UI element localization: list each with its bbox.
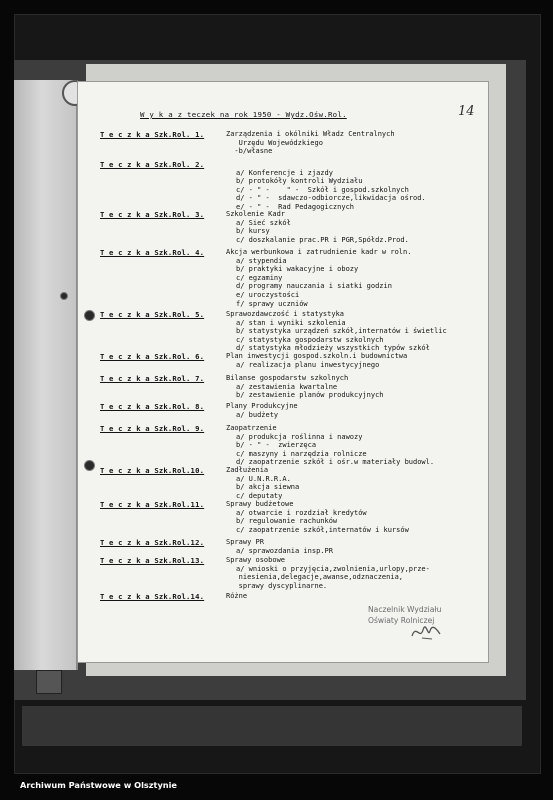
content-line: c/ zaopatrzenie szkół,internatów i kursów [236, 525, 409, 534]
folder-contents [226, 248, 411, 308]
folder-label: T e c z k a Szk.Rol. 4. [100, 248, 205, 257]
content-line: Plan inwestycji gospod.szkoln.i budownictwa [226, 352, 408, 360]
content-line: a/ produkcja roślinna i nawozy [236, 432, 363, 441]
content-line: Zadłużenia [226, 466, 269, 474]
content-line: e/ uroczystości [236, 290, 300, 299]
signature-icon [410, 622, 442, 642]
content-line: f/ sprawy uczniów [236, 299, 308, 308]
content-line: sprawy dyscyplinarne. [226, 581, 328, 590]
content-line: Sprawy PR [226, 538, 264, 546]
content-line: b/ praktyki wakacyjne i obozy [236, 265, 359, 274]
content-line: c/ egzaminy [236, 273, 283, 282]
folder-label: T e c z k a Szk.Rol. 5. [100, 310, 205, 319]
binder-ring-icon [36, 670, 62, 694]
folder-label: T e c z k a Szk.Rol. 3. [100, 210, 205, 219]
folder-label: T e c z k a Szk.Rol.14. [100, 592, 205, 601]
document-title: W y k a z teczek na rok 1950 - Wydz.Ośw.Rol. [140, 110, 347, 119]
content-line: e/ - " - Rad Pedagogicznych [236, 202, 355, 211]
content-line: a/ U.N.R.R.A. [236, 474, 291, 483]
folder-contents [226, 402, 298, 419]
content-line: a/ otwarcie i rozdział kredytów [236, 508, 367, 517]
content-line: Szkolenie Kadr [226, 210, 286, 218]
content-line: Akcja werbunkowa i zatrudnienie kadr w roln. [226, 248, 412, 256]
folder-label: T e c z k a Szk.Rol. 6. [100, 352, 205, 361]
content-line: d/ - " - sdawczo-odbiorcze,likwidacja ośrod. [236, 194, 426, 203]
content-line: niesienia,delegacje,awanse,odznaczenia, [226, 573, 404, 582]
folder-contents [226, 352, 407, 369]
content-line: Zaopatrzenie [226, 424, 277, 432]
punch-hole-icon [84, 310, 95, 321]
content-line: b/ akcja siewna [236, 483, 300, 492]
content-line: c/ doszkalanie prac.PR i PGR,Spółdz.Prod. [236, 235, 409, 244]
folder-contents [226, 592, 247, 601]
folder-label: T e c z k a Szk.Rol.11. [100, 500, 205, 509]
content-line: c/ statystyka gospodarstw szkolnych [236, 335, 384, 344]
archive-footer: Archiwum Państwowe w Olsztynie [20, 780, 177, 790]
folder-label: T e c z k a Szk.Rol.12. [100, 538, 205, 547]
folder-contents [226, 210, 409, 244]
board-edge [22, 706, 522, 746]
content-line: a/ stan i wyniki szkolenia [236, 318, 346, 327]
stamp-line: Oświaty Rolniczej [368, 616, 435, 625]
content-line: a/ Konferencje i zjazdy [236, 168, 333, 177]
content-line: a/ stypendia [236, 256, 287, 265]
content-line: Bilanse gospodarstw szkolnych [226, 374, 349, 382]
content-line: Sprawy budżetowe [226, 500, 294, 508]
content-line: -b/własne [226, 147, 273, 156]
content-line: Urzędu Wojewódzkiego [226, 138, 323, 147]
content-line: a/ Sieć szkół [236, 218, 291, 227]
document-page [78, 82, 488, 662]
content-line: Plany Produkcyjne [226, 402, 298, 410]
stamp-line: Naczelnik Wydziału [368, 605, 442, 614]
page-number: 14 [458, 104, 475, 119]
content-line: d/ zaopatrzenie szkół i ośr.w materiały budowl. [236, 458, 435, 467]
content-line: a/ realizacja planu inwestycyjnego [236, 360, 380, 369]
content-line: a/ zestawienia kwartalne [236, 382, 338, 391]
folder-label: T e c z k a Szk.Rol. 1. [100, 130, 205, 139]
folder-label: T e c z k a Szk.Rol.10. [100, 466, 205, 475]
content-line: c/ deputaty [236, 491, 283, 500]
punch-hole-icon [84, 460, 95, 471]
content-line [226, 160, 426, 169]
folder-label: T e c z k a Szk.Rol. 8. [100, 402, 205, 411]
content-line: b/ protokóły kontroli Wydziału [236, 177, 363, 186]
folder-contents [226, 160, 426, 212]
content-line: a/ sprawozdania insp.PR [236, 546, 333, 555]
content-line: b/ - " - zwierzęca [236, 441, 317, 450]
folder-contents [226, 466, 299, 500]
content-line: Sprawy osobowe [226, 556, 286, 564]
folder-contents [226, 500, 409, 534]
content-line: c/ - " - " - Szkół i gospod.szkolnych [236, 185, 409, 194]
content-line: Sprawozdawczość i statystyka [226, 310, 345, 318]
folder-label: T e c z k a Szk.Rol. 2. [100, 160, 205, 169]
content-line: d/ programy nauczania i siatki godzin [236, 282, 392, 291]
content-line: Różne [226, 592, 248, 600]
content-line: b/ statystyka urządzeń szkół,internatów i świetlic [236, 327, 447, 336]
content-line: a/ budżety [236, 410, 279, 419]
folder-label: T e c z k a Szk.Rol. 7. [100, 374, 205, 383]
content-line: Zarządzenia i okólniki Władz Centralnych [226, 130, 395, 138]
folder-contents [226, 556, 430, 590]
folder-contents [226, 374, 384, 400]
folder-label: T e c z k a Szk.Rol. 9. [100, 424, 205, 433]
content-line: b/ kursy [236, 227, 270, 236]
punch-hole-icon [60, 292, 68, 300]
content-line: a/ wnioski o przyjęcia,zwolnienia,urlopy,prze- [236, 564, 430, 573]
content-line: d/ statystyka młodzieży wszystkich typów szkół [236, 344, 430, 353]
folder-contents [226, 538, 333, 555]
folder-contents [226, 424, 434, 467]
folder-contents [226, 310, 447, 353]
folder-contents [226, 130, 395, 156]
folder-binder [14, 80, 78, 670]
content-line: c/ maszyny i narzędzia rolnicze [236, 449, 367, 458]
content-line: b/ regulowanie rachunków [236, 517, 338, 526]
content-line: b/ zestawienie planów produkcyjnych [236, 391, 384, 400]
folder-label: T e c z k a Szk.Rol.13. [100, 556, 205, 565]
